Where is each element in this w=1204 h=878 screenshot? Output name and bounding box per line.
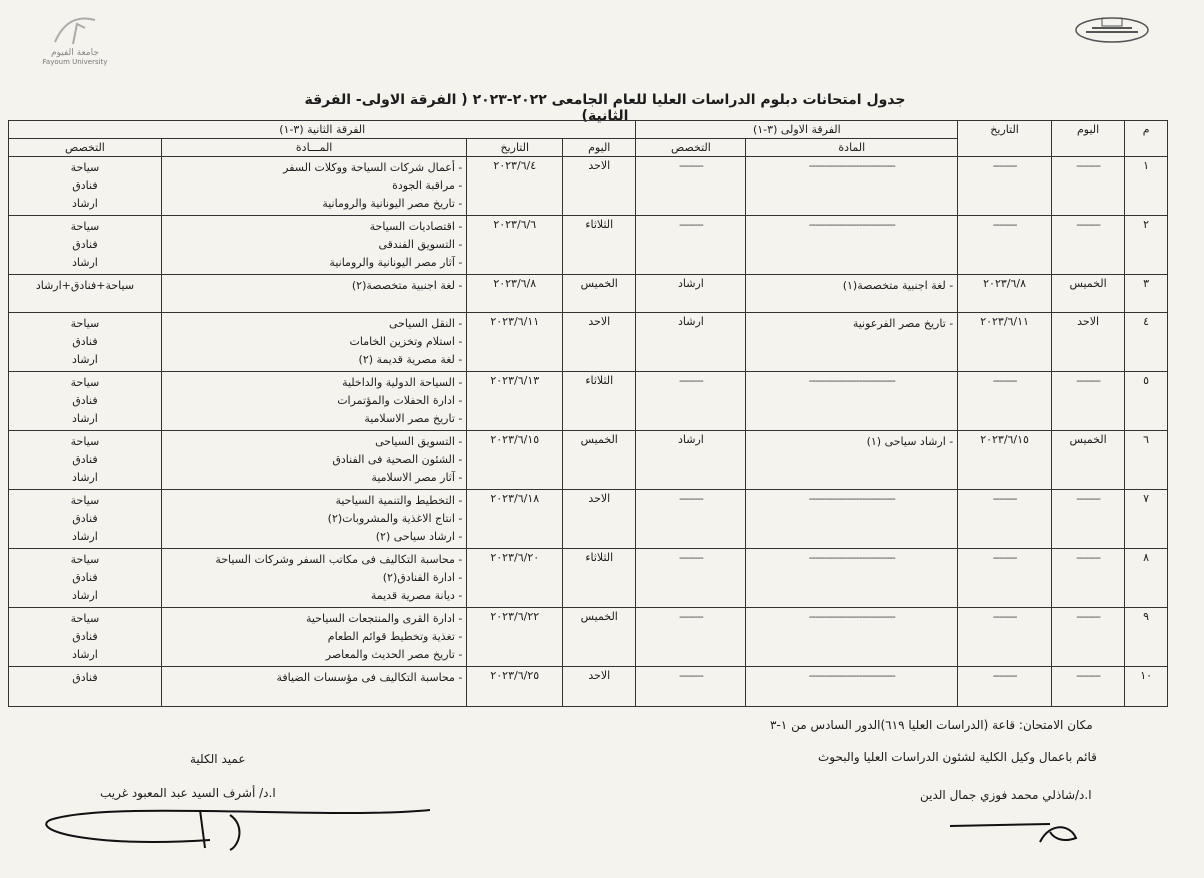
group2-header: الفرقة الثانية (٣-١) (9, 121, 636, 139)
acting-vice-dean-name: ا.د/شاذلي محمد فوزي جمال الدين (920, 788, 1092, 802)
row-spec: -------- (636, 216, 746, 275)
spec-line: فنادق (72, 671, 98, 684)
table-row (9, 431, 1168, 490)
subject-line: - آثار مصر اليونانية والرومانية (329, 256, 463, 269)
table-row (9, 490, 1168, 549)
row-day2: الخميس (563, 275, 636, 313)
spec-line: ارشاد (72, 353, 98, 366)
header-day: اليوم (1051, 121, 1124, 157)
subject-line: - التسويق السياحى (375, 435, 463, 448)
spec-line: سياحة (70, 220, 100, 233)
row-num: ٥ (1125, 372, 1168, 431)
row-date2: ٢٠٢٣/٦/١٨ (467, 490, 563, 549)
row-date2: ٢٠٢٣/٦/٤ (467, 157, 563, 216)
table-row (9, 157, 1168, 216)
row-specs2 (9, 157, 162, 216)
header2-spec: التخصص (9, 139, 162, 157)
row-subjects2 (161, 549, 467, 608)
spec-line: فنادق (72, 453, 98, 466)
table-row (9, 667, 1168, 707)
subject-line: - أعمال شركات السياحة ووكلات السفر (283, 161, 463, 174)
spec-line: فنادق (72, 335, 98, 348)
row-spec: -------- (636, 667, 746, 707)
spec-line: سياحة (70, 376, 100, 389)
spec-line: سياحة (70, 161, 100, 174)
row-day: -------- (1051, 216, 1124, 275)
spec-line: سياحة (70, 317, 100, 330)
row-spec: ارشاد (636, 313, 746, 372)
row-specs2 (9, 275, 162, 313)
row-date: -------- (958, 216, 1052, 275)
spec-line: سياحة (70, 553, 100, 566)
row-num: ٣ (1125, 275, 1168, 313)
row-day: الاحد (1051, 313, 1124, 372)
spec-line: سياحة (70, 612, 100, 625)
row-specs2 (9, 549, 162, 608)
row-day: -------- (1051, 490, 1124, 549)
header-date: التاريخ (958, 121, 1052, 157)
university-logo (30, 14, 120, 66)
row-subject: - ارشاد سياحى (١) (746, 431, 958, 490)
row-date: ٢٠٢٣/٦/١١ (958, 313, 1052, 372)
header-num: م (1125, 121, 1168, 157)
row-date2: ٢٠٢٣/٦/١٣ (467, 372, 563, 431)
row-subject: ----------------------------- (746, 667, 958, 707)
row-subjects2 (161, 431, 467, 490)
subject-line: - تاريخ مصر الاسلامية (364, 412, 463, 425)
row-date: ٢٠٢٣/٦/١٥ (958, 431, 1052, 490)
subject-line: - مراقبة الجودة (392, 179, 463, 192)
row-subjects2 (161, 313, 467, 372)
spec-line: فنادق (72, 571, 98, 584)
row-subject: - لغة اجنبية متخصصة(١) (746, 275, 958, 313)
row-subjects2 (161, 667, 467, 707)
group1-header: الفرقة الاولى (٣-١) (636, 121, 958, 139)
row-spec: -------- (636, 372, 746, 431)
row-spec: -------- (636, 608, 746, 667)
subject-line: - التخطيط والتنمية السياحية (335, 494, 463, 507)
row-spec: -------- (636, 490, 746, 549)
row-day: -------- (1051, 608, 1124, 667)
row-subject: ----------------------------- (746, 216, 958, 275)
spec-line: ارشاد (72, 412, 98, 425)
row-specs2 (9, 372, 162, 431)
row-date2: ٢٠٢٣/٦/٦ (467, 216, 563, 275)
subject-line: - محاسبة التكاليف فى مكاتب السفر وشركات السياحة (215, 553, 463, 566)
faculty-logo-icon (1072, 12, 1152, 46)
subject-line: - تغذية وتخطيط قوائم الطعام (327, 630, 463, 643)
row-specs2 (9, 667, 162, 707)
row-subject: ----------------------------- (746, 549, 958, 608)
spec-line: فنادق (72, 394, 98, 407)
row-day2: الخميس (563, 431, 636, 490)
row-date2: ٢٠٢٣/٦/١٥ (467, 431, 563, 490)
row-specs2 (9, 608, 162, 667)
spec-line: سياحة (70, 494, 100, 507)
row-num: ٨ (1125, 549, 1168, 608)
subject-line: - ارشاد سياحى (٢) (375, 530, 463, 543)
row-subjects2 (161, 608, 467, 667)
table-row (9, 549, 1168, 608)
spec-line: ارشاد (72, 589, 98, 602)
row-specs2 (9, 216, 162, 275)
row-subjects2 (161, 275, 467, 313)
table-row (9, 372, 1168, 431)
dean-name: ا.د/ أشرف السيد عبد المعبود غريب (100, 786, 276, 800)
subject-line: - ديانة مصرية قديمة (370, 589, 463, 602)
row-subject: - تاريخ مصر الفرعونية (746, 313, 958, 372)
row-spec: -------- (636, 549, 746, 608)
row-day2: الاحد (563, 157, 636, 216)
row-num: ١٠ (1125, 667, 1168, 707)
spec-line: ارشاد (72, 530, 98, 543)
header-spec: التخصص (636, 139, 746, 157)
subject-line: - الشئون الصحية فى الفنادق (332, 453, 463, 466)
spec-line: ارشاد (72, 197, 98, 210)
row-subject: ----------------------------- (746, 157, 958, 216)
table-row (9, 275, 1168, 313)
spec-line: سياحة (70, 435, 100, 448)
row-subjects2 (161, 490, 467, 549)
row-specs2 (9, 490, 162, 549)
row-day2: الثلاثاء (563, 372, 636, 431)
subject-line: - اقتصاديات السياحة (369, 220, 463, 233)
row-date: -------- (958, 608, 1052, 667)
row-day2: الثلاثاء (563, 216, 636, 275)
row-spec: ارشاد (636, 275, 746, 313)
subject-line: - ادارة الفنادق(٢) (382, 571, 463, 584)
row-date: -------- (958, 549, 1052, 608)
row-spec: -------- (636, 157, 746, 216)
row-day2: الاحد (563, 490, 636, 549)
row-day2: الاحد (563, 667, 636, 707)
row-specs2 (9, 313, 162, 372)
row-num: ٩ (1125, 608, 1168, 667)
subject-line: - السياحة الدولية والداخلية (342, 376, 463, 389)
exam-location: مكان الامتحان: قاعة (الدراسات العليا ٦١٩)الدور السادس من ١-٣ (770, 718, 1093, 732)
spec-line: فنادق (72, 630, 98, 643)
table-row (9, 313, 1168, 372)
row-date2: ٢٠٢٣/٦/٨ (467, 275, 563, 313)
subject-line: - آثار مصر الاسلامية (371, 471, 463, 484)
spec-line: ارشاد (72, 471, 98, 484)
table-row (9, 216, 1168, 275)
row-day: الخميس (1051, 275, 1124, 313)
spec-line: فنادق (72, 179, 98, 192)
subject-line: - استلام وتخزين الخامات (349, 335, 463, 348)
row-date: -------- (958, 490, 1052, 549)
row-date: -------- (958, 372, 1052, 431)
row-date: -------- (958, 157, 1052, 216)
table-row (9, 608, 1168, 667)
subject-line: - النقل السياحى (388, 317, 463, 330)
row-day: الخميس (1051, 431, 1124, 490)
acting-vice-dean-title: قائم باعمال وكيل الكلية لشئون الدراسات العليا والبحوث (818, 750, 1097, 764)
row-day2: الثلاثاء (563, 549, 636, 608)
row-day2: الاحد (563, 313, 636, 372)
row-day: -------- (1051, 157, 1124, 216)
subject-line: - تاريخ مصر اليونانية والرومانية (322, 197, 463, 210)
subject-line: - التسويق الفندقى (378, 238, 463, 251)
row-num: ٧ (1125, 490, 1168, 549)
subject-line: - ادارة الحفلات والمؤتمرات (337, 394, 463, 407)
row-date: -------- (958, 667, 1052, 707)
row-date2: ٢٠٢٣/٦/٢٢ (467, 608, 563, 667)
spec-line: سياحة+فنادق+ارشاد (35, 279, 135, 292)
logo-arabic-text: جامعة الفيوم (51, 48, 99, 58)
logo-emblem-icon (45, 14, 105, 48)
subject-line: - لغة اجنبية متخصصة(٢) (351, 279, 463, 292)
spec-line: فنادق (72, 238, 98, 251)
row-subjects2 (161, 157, 467, 216)
row-day2: الخميس (563, 608, 636, 667)
header2-date: التاريخ (467, 139, 563, 157)
row-day: -------- (1051, 372, 1124, 431)
row-num: ٤ (1125, 313, 1168, 372)
row-subject: ----------------------------- (746, 372, 958, 431)
row-spec: ارشاد (636, 431, 746, 490)
header-subject: المادة (746, 139, 958, 157)
subject-line: - لغة مصرية قديمة (٢) (358, 353, 463, 366)
spec-line: فنادق (72, 512, 98, 525)
row-num: ٦ (1125, 431, 1168, 490)
subject-line: - تاريخ مصر الحديث والمعاصر (325, 648, 463, 661)
row-num: ١ (1125, 157, 1168, 216)
row-day: -------- (1051, 549, 1124, 608)
row-subject: ----------------------------- (746, 608, 958, 667)
header2-subject: المـــادة (161, 139, 467, 157)
row-date2: ٢٠٢٣/٦/٢٥ (467, 667, 563, 707)
subject-line: - ادارة القرى والمنتجعات السياحية (305, 612, 463, 625)
row-date2: ٢٠٢٣/٦/١١ (467, 313, 563, 372)
row-specs2 (9, 431, 162, 490)
logo-english-text: Fayoum University (42, 58, 108, 66)
exam-schedule-table (8, 120, 1168, 707)
row-day: -------- (1051, 667, 1124, 707)
row-date2: ٢٠٢٣/٦/٢٠ (467, 549, 563, 608)
subject-line: - محاسبة التكاليف فى مؤسسات الضيافة (276, 671, 463, 684)
subject-line: - انتاج الاغذية والمشروبات(٢) (327, 512, 463, 525)
spec-line: ارشاد (72, 648, 98, 661)
dean-title: عميد الكلية (190, 752, 246, 766)
row-num: ٢ (1125, 216, 1168, 275)
spec-line: ارشاد (72, 256, 98, 269)
header2-day: اليوم (563, 139, 636, 157)
page-title: جدول امتحانات دبلوم الدراسات العليا للعام الجامعى ٢٠٢٢-٢٠٢٣ ( الفرقة الاولى- الفرقة الثانية) (304, 92, 906, 124)
row-subjects2 (161, 216, 467, 275)
row-subjects2 (161, 372, 467, 431)
row-date: ٢٠٢٣/٦/٨ (958, 275, 1052, 313)
row-subject: ----------------------------- (746, 490, 958, 549)
